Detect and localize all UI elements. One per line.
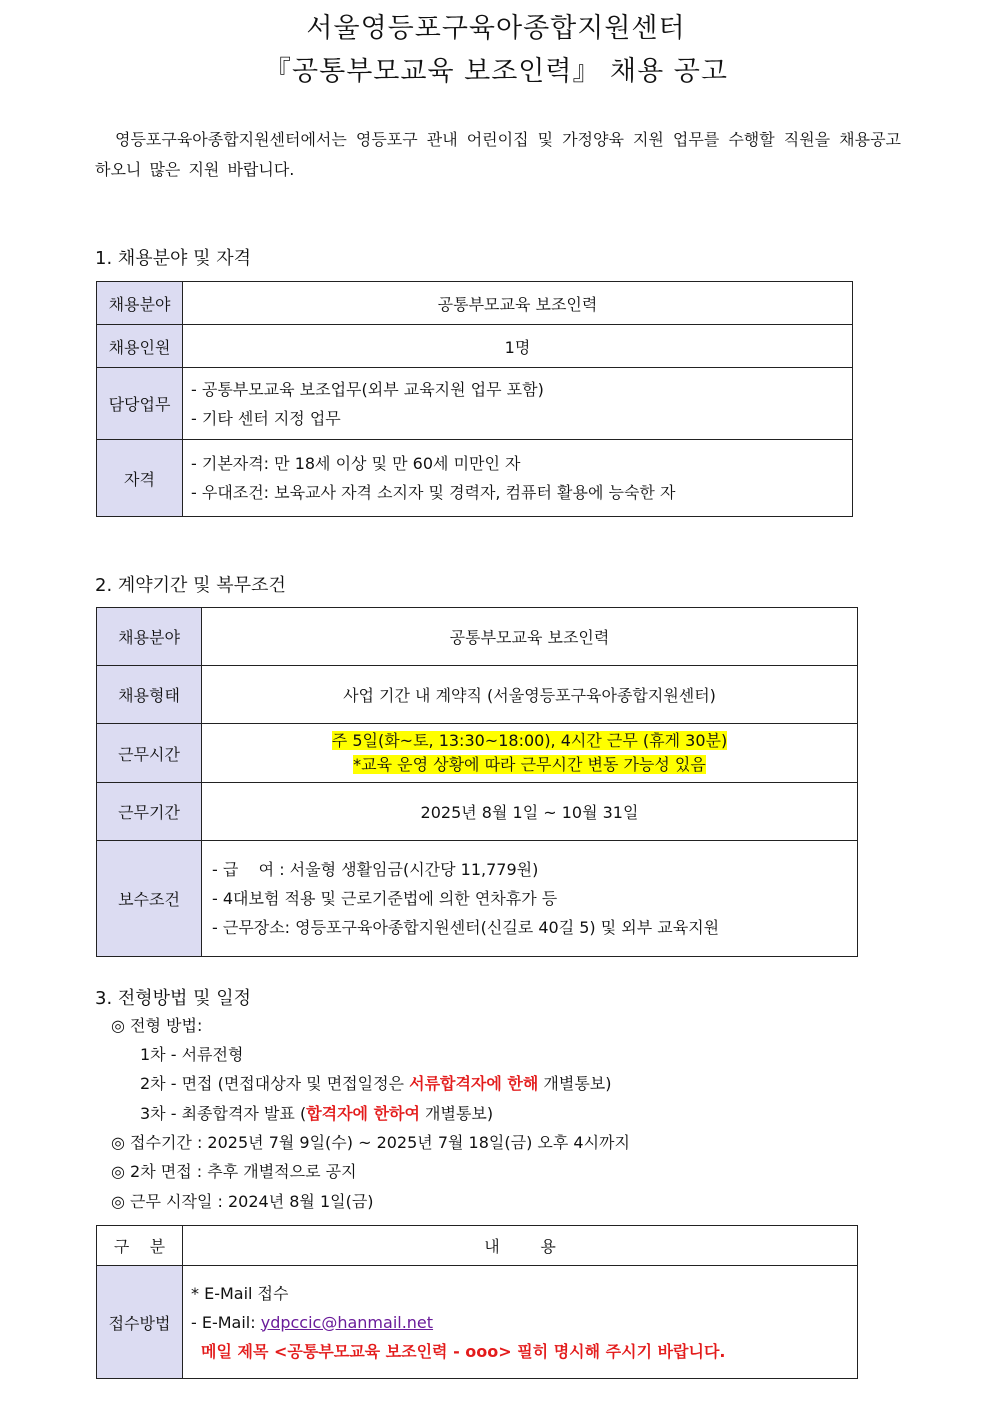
- email-accept-line: * E-Mail 접수: [191, 1283, 289, 1303]
- row-value: [202, 724, 858, 783]
- table-row: [97, 1266, 858, 1379]
- document-title-line1: 서울영등포구육아종합지원센터: [306, 13, 686, 44]
- interview-notice: ◎ 2차 면접 : 추후 개별적으로 공지: [111, 1162, 357, 1181]
- step2-text-end: 개별통보): [538, 1074, 612, 1093]
- row-label: 채용분야: [97, 282, 183, 325]
- table-row: [97, 282, 853, 325]
- step3-text: 3차 - 최종합격자 발표 (: [140, 1104, 307, 1123]
- table-header-row: [97, 1226, 858, 1266]
- email-prefix: - E-Mail:: [191, 1312, 261, 1332]
- pay-line: - 급 여 : 서울형 생활임금(시간당 11,779원): [212, 860, 539, 879]
- table-row: [97, 724, 858, 783]
- table-row: [97, 783, 858, 841]
- work-hours-highlight: 주 5일(화~토, 13:30~18:00), 4시간 근무 (휴게 30분): [331, 731, 728, 750]
- section3-heading: 3. 전형방법 및 일정: [95, 988, 252, 1009]
- method-title: ◎ 전형 방법:: [111, 1016, 203, 1035]
- qualification-line: - 기본자격: 만 18세 이상 및 만 60세 미만인 자: [191, 454, 521, 473]
- row-value: [183, 440, 853, 517]
- row-label: 근무기간: [97, 783, 202, 841]
- row-label: 담당업무: [97, 368, 183, 440]
- step2-text: 2차 - 면접 (면접대상자 및 면접일정은: [140, 1074, 410, 1093]
- step3-highlight: 합격자에 한하여: [306, 1104, 420, 1123]
- application-table: [96, 1225, 858, 1379]
- table-row: [97, 440, 853, 517]
- mail-subject-notice: 메일 제목 <공통부모교육 보조인력 - ooo> 필히 명시해 주시기 바랍니다.: [201, 1341, 726, 1361]
- email-address-line: [191, 1308, 857, 1337]
- pay-line: - 근무장소: 영등포구육아종합지원센터(신길로 40길 5) 및 외부 교육지원: [212, 918, 720, 937]
- application-period: ◎ 접수기간 : 2025년 7월 9일(수) ~ 2025년 7월 18일(금) 오후 4시까지: [111, 1133, 630, 1152]
- qualification-table: [96, 281, 853, 517]
- step-3: [140, 1104, 493, 1124]
- step2-highlight: 서류합격자에 한해: [409, 1074, 539, 1093]
- row-label: 보수조건: [97, 841, 202, 957]
- row-value: [183, 1266, 858, 1379]
- step-1: 1차 - 서류전형: [140, 1045, 244, 1064]
- row-value: 사업 기간 내 계약직 (서울영등포구육아종합지원센터): [202, 666, 858, 724]
- row-value: 공통부모교육 보조인력: [183, 282, 853, 325]
- table-row: [97, 841, 858, 957]
- document-title-line2: 『공통부모교육 보조인력』 채용 공고: [264, 56, 728, 87]
- header-category: 구 분: [97, 1226, 183, 1266]
- table-row: [97, 368, 853, 440]
- row-value: 1명: [183, 325, 853, 368]
- row-label: 채용형태: [97, 666, 202, 724]
- start-date: ◎ 근무 시작일 : 2024년 8월 1일(금): [111, 1192, 374, 1211]
- step3-text-end: 개별통보): [419, 1104, 494, 1123]
- section2-heading: 2. 계약기간 및 복무조건: [95, 575, 286, 596]
- table-row: [97, 325, 853, 368]
- duty-line: - 공통부모교육 보조업무(외부 교육지원 업무 포함): [191, 379, 544, 399]
- row-label: 채용인원: [97, 325, 183, 368]
- row-value: [183, 368, 853, 440]
- qualification-line: - 우대조건: 보육교사 자격 소지자 및 경력자, 컴퓨터 활용에 능숙한 자: [191, 483, 676, 502]
- row-value: 공통부모교육 보조인력: [202, 608, 858, 666]
- duty-line: - 기타 센터 지정 업무: [191, 408, 341, 428]
- step-2: [140, 1074, 611, 1094]
- row-value: [202, 841, 858, 957]
- work-hours-note: *교육 운영 상황에 따라 근무시간 변동 가능성 있음: [353, 755, 706, 774]
- row-label: 근무시간: [97, 724, 202, 783]
- conditions-table: [96, 607, 858, 957]
- row-value: 2025년 8월 1일 ~ 10월 31일: [202, 783, 858, 841]
- header-content: 내 용: [183, 1226, 858, 1266]
- pay-line: - 4대보험 적용 및 근로기준법에 의한 연차휴가 등: [212, 889, 558, 908]
- table-row: [97, 666, 858, 724]
- row-label: 자격: [97, 440, 183, 517]
- email-link[interactable]: ydpccic@hanmail.net: [260, 1312, 434, 1332]
- intro-paragraph: 영등포구육아종합지원센터에서는 영등포구 관내 어린이집 및 가정양육 지원 업무를 수행할 직원을 채용공고 하오니 많은 지원 바랍니다.: [95, 130, 901, 179]
- row-label: 접수방법: [97, 1266, 183, 1379]
- section1-heading: 1. 채용분야 및 자격: [95, 248, 252, 269]
- table-row: [97, 608, 858, 666]
- row-label: 채용분야: [97, 608, 202, 666]
